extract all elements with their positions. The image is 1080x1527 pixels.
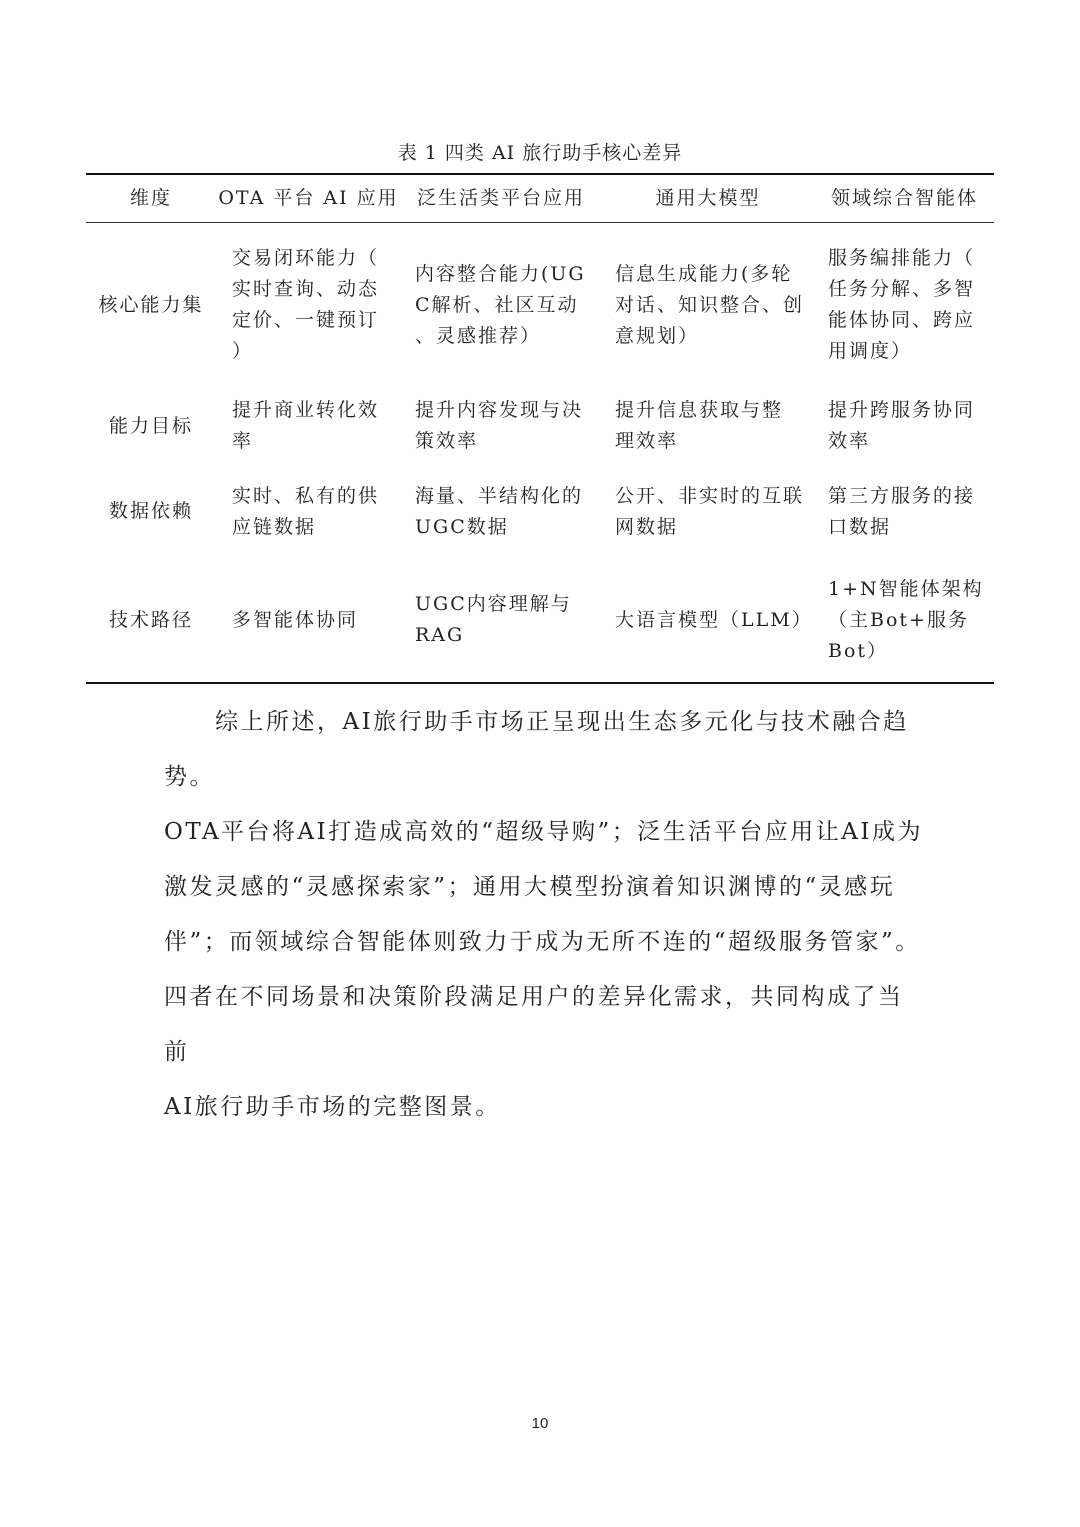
table-header-row: [86, 175, 994, 223]
header-dimension: 维度: [129, 187, 172, 209]
header-lifestyle: 泛生活类平台应用: [416, 187, 585, 209]
table-cell: 交易闭环能力（ 实时查询、动态 定价、一键预订 ）: [232, 247, 380, 362]
table-row: [86, 223, 994, 387]
comparison-table: [86, 173, 994, 684]
table-cell: 公开、非实时的互联 网数据: [615, 484, 805, 538]
table-cell: 第三方服务的接 口数据: [828, 484, 976, 538]
table-row: [86, 558, 994, 682]
table-row: [86, 465, 994, 558]
table-cell: 实时、私有的供 应链数据: [232, 484, 380, 538]
row-label: 数据依赖: [108, 500, 193, 522]
table-cell: 服务编排能力（ 任务分解、多智 能体协同、跨应 用调度）: [828, 247, 976, 362]
table-cell: 大语言模型（LLM）: [615, 608, 813, 631]
table-cell: UGC内容理解与 RAG: [415, 593, 572, 646]
table-cell: 提升商业转化效 率: [232, 399, 380, 452]
table-cell: 提升信息获取与整 理效率: [615, 399, 784, 452]
table-cell: 信息生成能力(多轮 对话、知识整合、创 意规划）: [615, 262, 805, 347]
table-cell: 提升跨服务协同 效率: [828, 399, 976, 452]
table-cell: 海量、半结构化的 UGC数据: [415, 484, 584, 538]
table-caption: 表 1 四类 AI 旅行助手核心差异: [397, 142, 683, 164]
header-ota: OTA 平台 AI 应用: [218, 187, 399, 209]
summary-paragraph: [164, 695, 924, 1135]
page-number: 10: [531, 1415, 549, 1432]
table-cell: 1+N智能体架构 （主Bot+服务 Bot）: [828, 577, 984, 662]
header-domain-agent: 领域综合智能体: [830, 187, 978, 209]
table-cell: 多智能体协同: [232, 608, 359, 631]
table-cell: 提升内容发现与决 策效率: [415, 399, 584, 452]
header-general-llm: 通用大模型: [655, 187, 761, 209]
row-label: 技术路径: [108, 608, 193, 631]
row-label: 核心能力集: [98, 293, 204, 316]
table-cell: 内容整合能力(UG C解析、社区互动 、灵感推荐）: [415, 262, 586, 347]
row-label: 能力目标: [108, 414, 193, 437]
paragraph-text: 综上所述，AI旅行助手市场正呈现出生态多元化与技术融合趋势。 OTA平台将AI打造成高效的“超级导购”；泛生活平台应用让AI成为 激发灵感的“灵感探索家”；通用大模型扮演着知识渊博的“灵感玩 伴”；而领域综合智能体则致力于成为无所不连的“超级服务管家”。 四者在不同场景和决策阶段满足用户的差异化需求，共同构成了当前 AI旅行助手市场的完整图景。: [164, 709, 923, 1120]
table-row: [86, 387, 994, 465]
